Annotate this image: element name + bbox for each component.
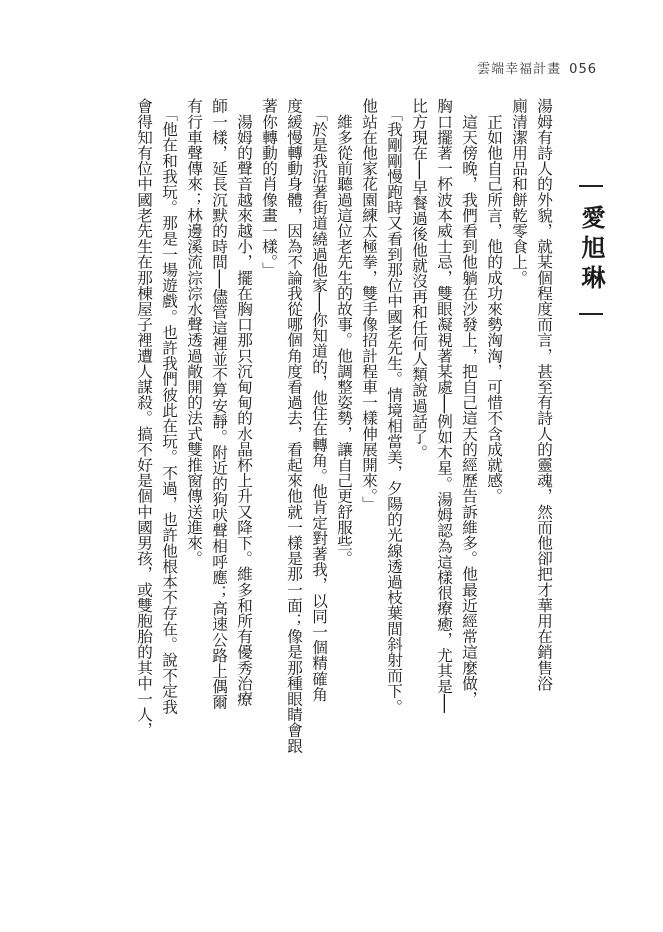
chapter-heading [576, 185, 606, 315]
text-line: 正如他自己所言，他的成功來勢洶洶，可惜不含成就感。 [485, 98, 503, 504]
text-line: 「我剛剛慢跑時又看到那位中國老先生。情境相當美，夕陽的光線透過枝葉間斜射而下。 [385, 98, 403, 715]
text-line: 著你轉動的肖像畫一樣。」 [260, 98, 278, 278]
text-line: 湯姆的聲音越來越小，擺在胸口那只沉甸甸的水晶杯上升又降下。維多和所有優秀治療 [235, 98, 253, 707]
text-line: 度緩慢轉動身體，因為不論我從哪個角度看過去，看起來他就一樣是那一面；像是那種眼睛會跟 [285, 98, 303, 754]
text-line: 湯姆有詩人的外貌，就某個程度而言，甚至有詩人的靈魂，然而他卻把才華用在銷售浴 [535, 98, 553, 691]
text-line: 他站在他家花園練太極拳，雙手像招計程車一樣伸展開來。」 [360, 98, 378, 512]
chapter-title: 愛旭琳 [577, 205, 606, 295]
text-line: 「他在和我玩。那是一場遊戲。也許我們彼此在玩。不過，也許他根本不存在。說不定我 [160, 98, 178, 715]
text-line: 胸口擺著一杯波本威士忌，雙眼凝視著某處──例如木星。湯姆認為這樣很療癒，尤其是── [435, 98, 453, 713]
text-line: 會得知有位中國老先生在那棟屋子裡遭人謀殺。搞不好是個中國男孩，或雙胞胎的其中一人， [135, 98, 153, 738]
text-line: 「於是我沿著街道繞過他家──你知道的，他住在轉角。他肯定對著我，以同一個精確角 [310, 98, 328, 702]
chapter-rule-bottom [579, 313, 603, 315]
text-line: 師一樣，延長沉默的時間──儘管這裡並不算安靜。附近的狗吠聲相呼應；高速公路上偶爾 [210, 98, 228, 710]
page-number: 056 [569, 62, 597, 77]
body-text [56, 98, 556, 878]
running-header [477, 58, 597, 77]
text-line: 維多從前聽過這位老先生的故事。他調整姿勢，讓自己更舒服些。 [335, 98, 353, 566]
book-title: 雲端幸福計畫 [477, 62, 562, 77]
text-line: 比方現在──早餐過後他就沒再和任何人類說過話了。 [410, 98, 428, 460]
text-line: 這天傍晚，我們看到他躺在沙發上，把自己這天的經歷告訴維多。他最近經常這麼做， [460, 98, 478, 707]
chapter-rule-top [579, 185, 603, 187]
text-line: 有行車聲傳來；林邊溪流淙淙水聲透過敞開的法式雙推窗傳送進來。 [185, 98, 203, 566]
text-line: 廁清潔用品和餅乾零食上。 [510, 98, 528, 286]
